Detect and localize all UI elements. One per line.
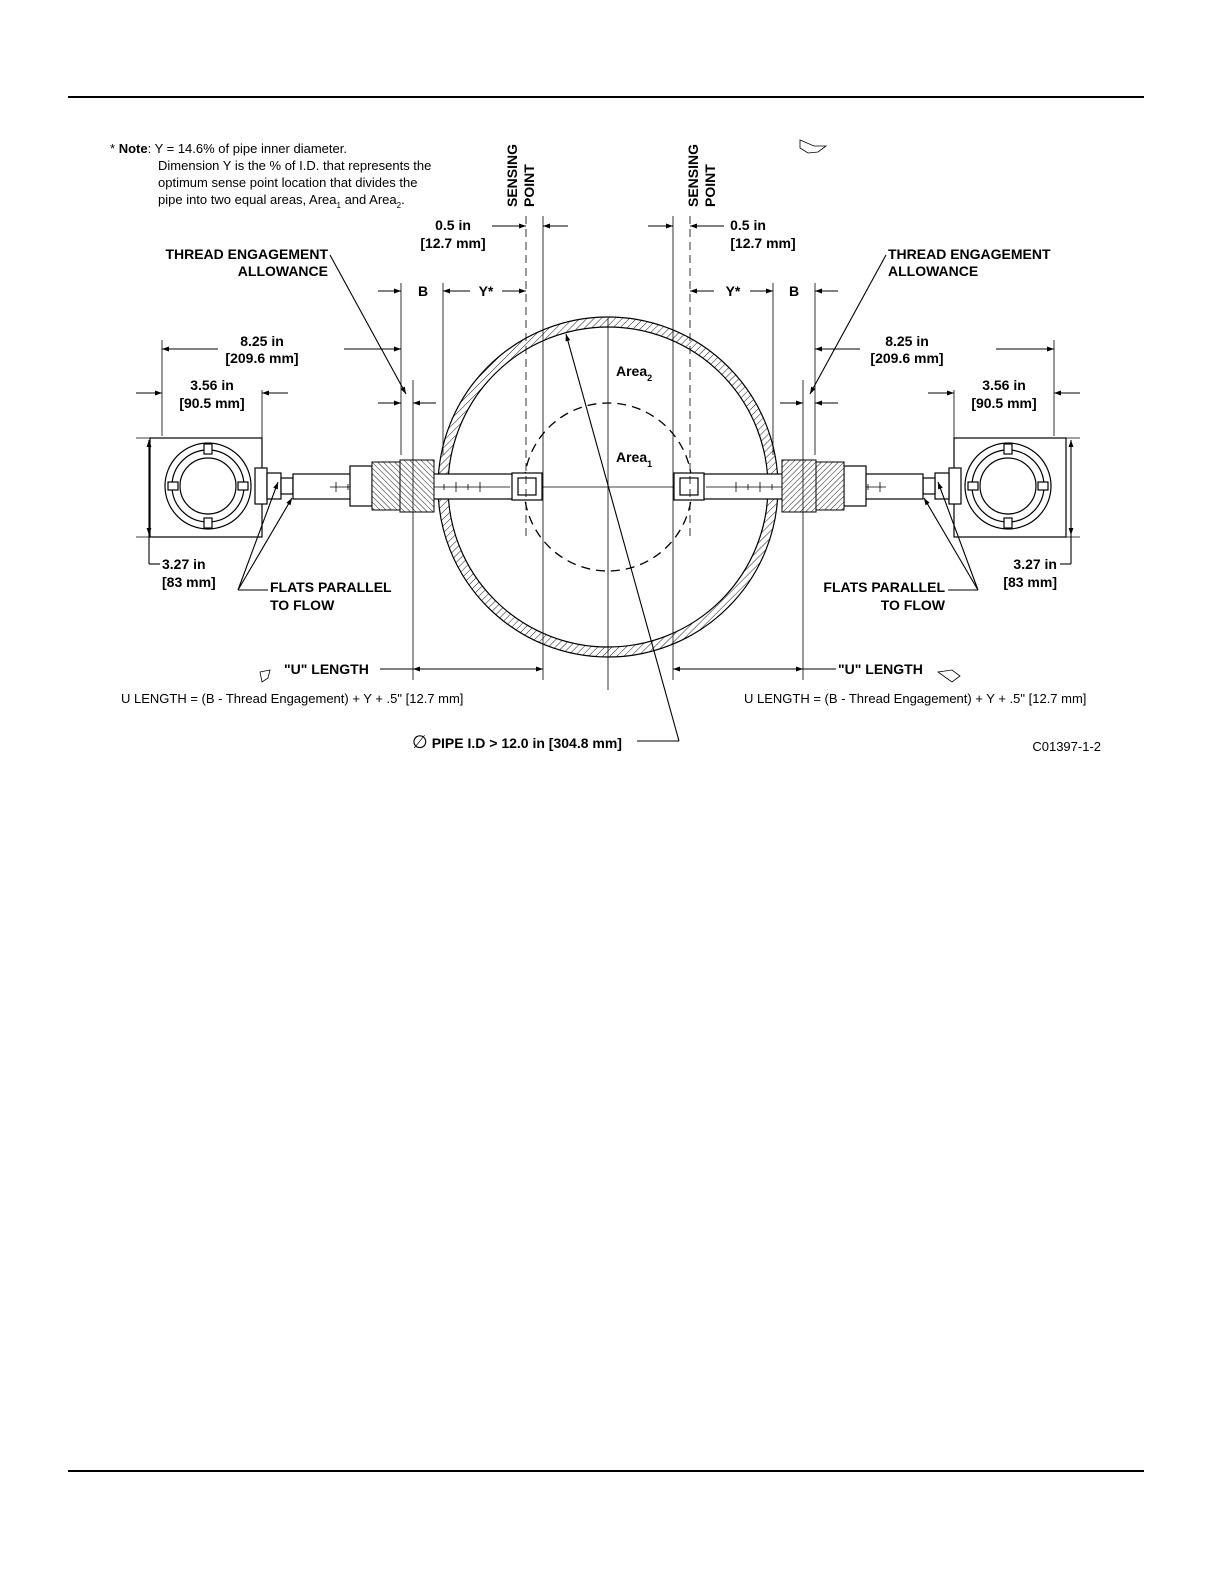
- thread-left-line1: THREAD ENGAGEMENT: [165, 246, 328, 262]
- dim-825-right-in: 8.25 in: [885, 333, 929, 349]
- offset-left-in: 0.5 in: [435, 217, 471, 233]
- flats-right-line2: TO FLOW: [880, 597, 945, 613]
- offset-right-mm: [12.7 mm]: [730, 235, 796, 251]
- u-length-left-label: "U" LENGTH: [284, 661, 369, 677]
- dim-327-right-mm: [83 mm]: [1003, 574, 1057, 590]
- note-line3: optimum sense point location that divides the: [158, 175, 418, 190]
- right-mounting-boss: [782, 460, 816, 512]
- sensing-point-left-label: [504, 144, 537, 207]
- thread-leader-right: [810, 255, 886, 394]
- dim-825-left-in: 8.25 in: [240, 333, 284, 349]
- note-line2: Dimension Y is the % of I.D. that represents the: [158, 158, 432, 173]
- dim-327-left-mm: [83 mm]: [162, 574, 216, 590]
- dim-825-right-mm: [209.6 mm]: [870, 350, 944, 366]
- dim-356-left-in: 3.56 in: [190, 377, 234, 393]
- dim-y-right: Y*: [725, 283, 741, 299]
- left-mounting-boss: [400, 460, 434, 512]
- dim-b-right: B: [788, 283, 800, 299]
- svg-text:POINT: POINT: [521, 164, 537, 207]
- thread-leader-left: [330, 255, 406, 394]
- dim-825-left-mm: [209.6 mm]: [225, 350, 299, 366]
- note-line1: * Note: Y = 14.6% of pipe inner diameter.: [110, 141, 347, 156]
- dim-356-right-in: 3.56 in: [982, 377, 1026, 393]
- figure-id: C01397-1-2: [1032, 739, 1101, 754]
- dim-356-right-mm: [90.5 mm]: [971, 395, 1037, 411]
- dim-356-left-mm: [90.5 mm]: [179, 395, 245, 411]
- pipe-id-label: ∅ PIPE I.D > 12.0 in [304.8 mm]: [412, 732, 622, 752]
- offset-right-in: 0.5 in: [730, 217, 766, 233]
- sensing-point-right-label: [685, 144, 718, 207]
- flats-right-line1: FLATS PARALLEL: [823, 579, 945, 595]
- thread-right-line2: ALLOWANCE: [888, 263, 979, 279]
- thread-left-line2: ALLOWANCE: [237, 263, 328, 279]
- dim-327-right-in: 3.27 in: [1013, 556, 1057, 572]
- arrow-glyph-icon: [938, 670, 960, 682]
- flats-left-line1: FLATS PARALLEL: [270, 579, 392, 595]
- offset-left-mm: [12.7 mm]: [420, 235, 486, 251]
- thread-right-line1: THREAD ENGAGEMENT: [888, 246, 1051, 262]
- u-formula-left: U LENGTH = (B - Thread Engagement) + Y + .5" [12.7 mm]: [121, 691, 464, 706]
- u-length-right-label: "U" LENGTH: [838, 661, 923, 677]
- u-formula-right: U LENGTH = (B - Thread Engagement) + Y + .5" [12.7 mm]: [744, 691, 1087, 706]
- flats-left-line2: TO FLOW: [270, 597, 335, 613]
- diameter-leader: [566, 334, 679, 741]
- note-line4: pipe into two equal areas, Area$_1$ and Area$_2$.: [158, 192, 405, 210]
- right-sensor-assembly: [674, 438, 1066, 537]
- svg-text:SENSING: SENSING: [504, 143, 520, 207]
- svg-text:SENSING: SENSING: [685, 143, 701, 207]
- dim-b-left: B: [417, 283, 429, 299]
- area2-label: Area$_2$: [616, 363, 653, 383]
- svg-text:POINT: POINT: [702, 164, 718, 207]
- arrow-glyph-icon: [260, 670, 270, 682]
- left-sensor-assembly: [150, 438, 542, 537]
- area1-label: Area$_1$: [616, 449, 653, 469]
- dim-y-left: Y*: [478, 283, 494, 299]
- note-block: [110, 141, 431, 210]
- rotation-icon: [800, 140, 826, 153]
- dim-327-left-in: 3.27 in: [162, 556, 206, 572]
